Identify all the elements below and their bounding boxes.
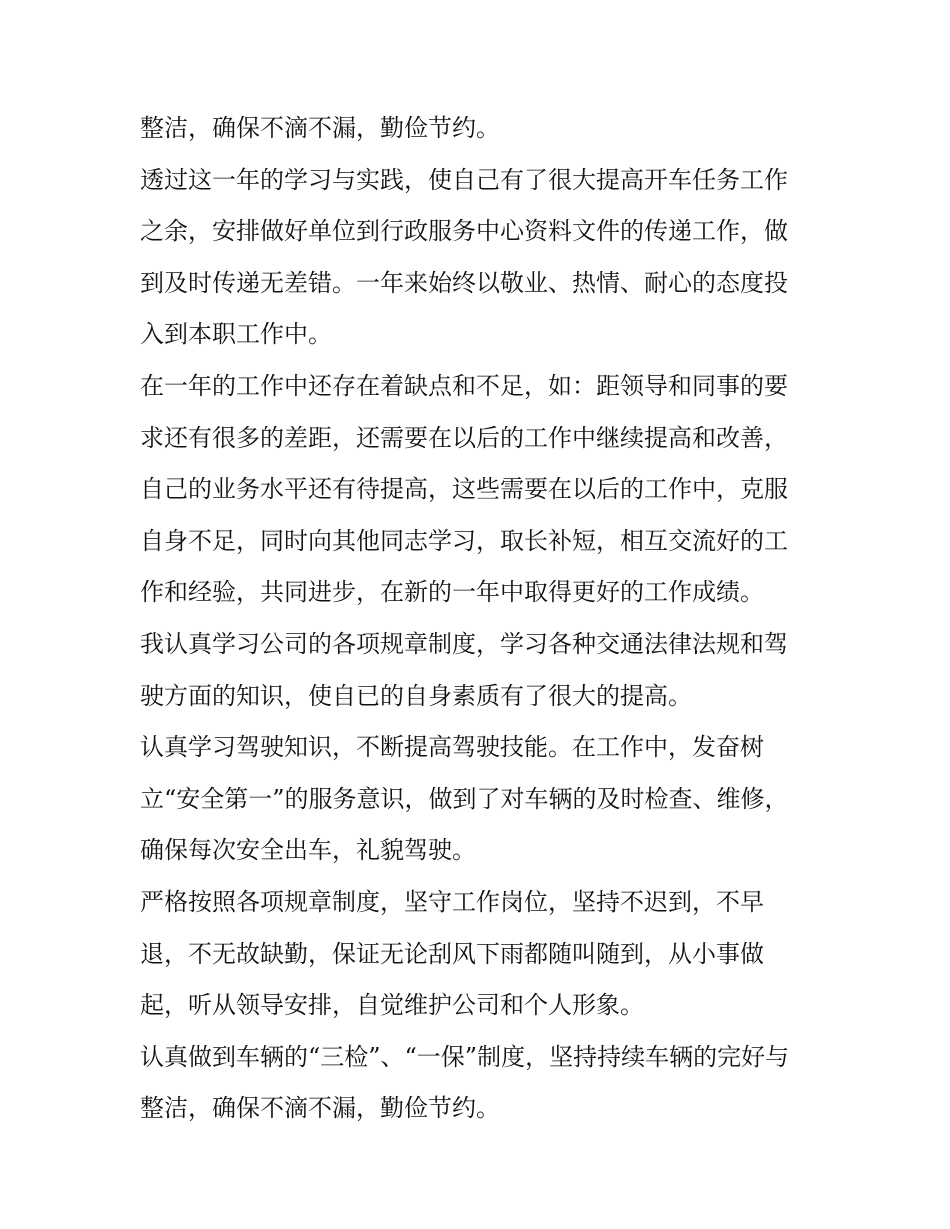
text-line: 自己的业务水平还有待提高，这些需要在以后的工作中，克服 — [140, 475, 788, 504]
text-line: 严格按照各项规章制度，坚守工作岗位，坚持不迟到，不早 — [140, 887, 764, 916]
text-line: 整洁，确保不滴不漏，勤俭节约。 — [140, 1094, 500, 1123]
text-line: 到及时传递无差错。一年来始终以敬业、热情、耐心的态度投 — [140, 268, 788, 297]
text-line: 退，不无故缺勤，保证无论刮风下雨都随叫随到，从小事做 — [140, 939, 764, 968]
text-line: 整洁，确保不滴不漏，勤俭节约。 — [140, 114, 500, 142]
text-line: 求还有很多的差距，还需要在以后的工作中继续提高和改善， — [140, 423, 788, 452]
text-line: 作和经验，共同进步，在新的一年中取得更好的工作成绩。 — [140, 578, 764, 607]
text-line: 之余，安排做好单位到行政服务中心资料文件的传递工作，做 — [140, 217, 788, 246]
text-line: 透过这一年的学习与实践，使自己有了很大提高开车任务工作 — [140, 165, 788, 194]
document-body — [140, 103, 820, 1135]
text-line: 起，听从领导安排，自觉维护公司和个人形象。 — [140, 991, 644, 1020]
text-line: 立“安全第一”的服务意识，做到了对车辆的及时检查、维修， — [140, 784, 789, 813]
text-line: 认真做到车辆的“三检”、“一保”制度，坚持持续车辆的完好与 — [140, 1042, 790, 1071]
text-line: 驶方面的知识，使自已的自身素质有了很大的提高。 — [140, 681, 692, 710]
text-line: 认真学习驾驶知识，不断提高驾驶技能。在工作中，发奋树 — [140, 733, 764, 762]
text-line: 我认真学习公司的各项规章制度，学习各种交通法律法规和驾 — [140, 629, 788, 658]
text-line: 在一年的工作中还存在着缺点和不足，如：距领导和同事的要 — [140, 371, 788, 400]
text-line: 确保每次安全出车，礼貌驾驶。 — [140, 836, 476, 865]
text-line: 入到本职工作中。 — [140, 320, 332, 349]
text-line: 自身不足，同时向其他同志学习，取长补短，相互交流好的工 — [140, 526, 788, 555]
